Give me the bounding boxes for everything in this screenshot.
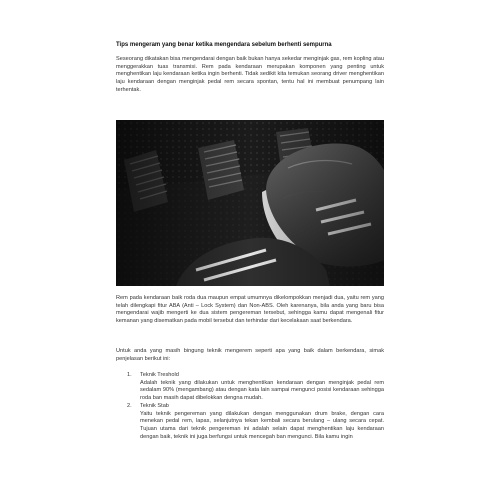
list-item-body: Adalah teknik yang dilakukan untuk menghentikan kendaraan dengan menginjak pedal rem sedalam 90% (mengambang) atau dengan kata lain sampai mengunci posisi kendaraan sehingga roda ban masih dapat dibelokkan dengna mudah. bbox=[140, 379, 384, 402]
brake-types-paragraph: Rem pada kendaraan baik roda dua maupun empat umumnya dikelompokkan menjadi dua, yaitu rem yang telah dilengkapi fitur ABA (Anti – Lock System) dan Non-ABS. Oleh karenanya, bila anda yang baru bisa mengendarai wajib mengerti ke dua sistem pengereman tersebut, sehingga kamu dapat mengenali fitur kemanan yang disematkan pada mobil tersebut dan terhindar dari kecelakaan saat berkendara. bbox=[116, 295, 384, 325]
list-item-heading: Teknik Stab bbox=[140, 402, 169, 409]
list-item-number: 1. bbox=[127, 372, 132, 378]
list-item bbox=[116, 403, 384, 442]
technique-intro-paragraph: Untuk anda yang masih bingung teknik mengerem seperti apa yang baik dalam berkendara, simak penjelasan berikut ini: bbox=[116, 348, 384, 362]
intro-paragraph: Seseorang dikatakan bisa mengendarai dengan baik bukan hanya sekedar menginjak gas, rem kopling atau menggerakkan tuas transmisi. Rem pada kendaraan merupakan komponen yang penting untuk menghentikan laju kendaraan ketika ingin berhenti. Tidak sedikit kita temukan seorang driver menghentikan laju kendaraan dengan menginjak pedal rem secara spontan, tentu hal ini membuat penumpang lain terhentak. bbox=[116, 56, 384, 93]
list-item-number: 2. bbox=[127, 402, 132, 409]
page-title: Tips mengeram yang benar ketika mengendara sebelum berhenti sempurna bbox=[116, 42, 332, 48]
car-pedals-photo bbox=[116, 120, 384, 286]
list-item bbox=[116, 372, 384, 403]
technique-list bbox=[116, 372, 384, 441]
list-item-heading: Teknik Treshold bbox=[140, 372, 179, 378]
list-item-body: Yaitu teknik pengereman yang dilakukan dengan menggunakan drum brake, dengan cara menekan pedal rem, lapas, selanjutnya tekan kembali secara berulang – ulang secara cepat. Tujuan utama dari teknik pengereman ini adalah selain dapat menghentikan laju kendaraan dengan baik, teknik ini juga berfungsi untuk mencegah ban mengunci. Bila kamu ingin bbox=[140, 410, 384, 440]
